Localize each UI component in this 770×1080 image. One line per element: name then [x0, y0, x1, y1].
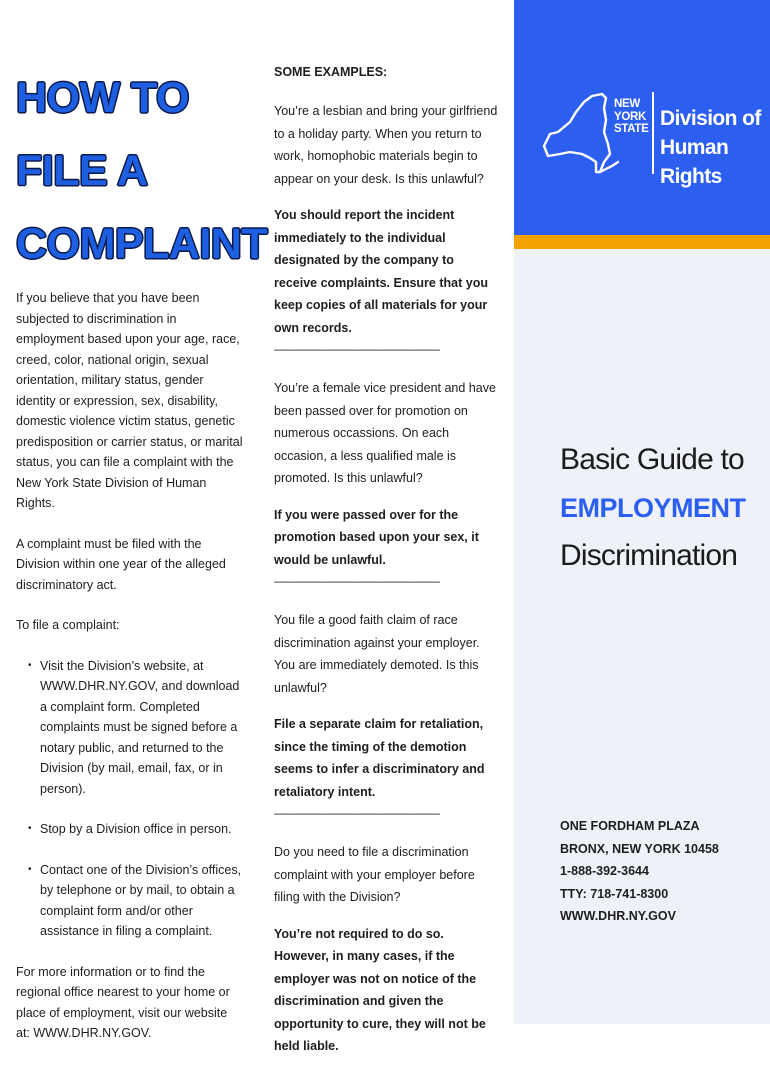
agency-logo	[540, 92, 764, 188]
example-question: You’re a female vice president and have been passed over for promotion on numerous occassions. On each occasion, a less qualified male is promoted. Is this unlawful?	[274, 381, 496, 485]
intro-paragraph: If you believe that you have been subjected to discrimination in employment based upon your age, race, creed, color, national origin, sexual orientation, military status, gender identity or expression, sex, disability, domestic violence victim status, genetic predisposition or carrier status, or marital status, you can file a complaint with the New York State Division of Human Rights.	[16, 291, 243, 510]
how-to-list	[16, 656, 244, 942]
cover-panel	[514, 0, 770, 1024]
how-to-item: • Contact one of the Division’s offices, by telephone or by mail, to obtain a complaint form and/or other assistance in filing a complaint.	[40, 860, 244, 942]
example-question: You’re a lesbian and bring your girlfriend to a holiday party. When you return to work, homophobic materials begin to appear on your desk. Is this unlawful?	[274, 104, 498, 186]
example-answer: If you were passed over for the promotion based upon your sex, it would be unlawful.	[274, 507, 479, 567]
example-question: Do you need to file a discrimination complaint with your employer before filing with the Division?	[274, 845, 475, 904]
logo-divider	[652, 92, 654, 174]
example-item	[274, 609, 500, 819]
contact-address-line: ONE FORDHAM PLAZA	[560, 819, 700, 833]
contact-address-line: BRONX, NEW YORK 10458	[560, 841, 719, 856]
state-wordmark	[614, 98, 649, 136]
examples-heading: SOME EXAMPLES:	[274, 65, 388, 79]
how-to-item: • Visit the Division’s website, at WWW.DHR.NY.GOV, and download a complaint form. Completed complaints must be signed before a notary public, and returned to the Division (by mail, email, fax, or in person).	[40, 656, 244, 800]
guide-line-1: Basic Guide to	[560, 443, 744, 476]
state-line: STATE	[614, 123, 649, 135]
example-answer: File a separate claim for retaliation, since the timing of the demotion seems to infer a discriminatory and retaliatory intent.	[274, 717, 485, 799]
divider: ———————————————	[274, 574, 439, 588]
example-item	[274, 377, 500, 587]
guide-line-3: Discrimination	[560, 539, 738, 572]
divider: ———————————————	[274, 806, 439, 820]
title-line-2: FILE A	[16, 147, 148, 195]
new-york-state-outline-icon	[540, 92, 620, 178]
title-line-3: COMPLAINT	[16, 220, 268, 268]
contact-block	[560, 815, 760, 928]
how-to-label: To file a complaint:	[16, 618, 120, 632]
agency-line: Human Rights	[660, 136, 729, 188]
contact-phone: 1-888-392-3644	[560, 864, 649, 878]
example-answer: You’re not required to do so. However, in many cases, if the employer was not on notice of the discrimination and given the opportunity to cure, they will not be held liable.	[274, 926, 486, 1053]
accent-stripe	[514, 235, 770, 249]
example-item	[274, 841, 500, 1058]
agency-line: Division of	[660, 107, 761, 130]
divider: ———————————————	[274, 342, 439, 356]
state-line: NEW	[614, 98, 640, 110]
title-line-1: HOW TO	[16, 74, 189, 122]
header-band	[514, 0, 770, 235]
examples-panel	[274, 62, 500, 1080]
deadline-paragraph: A complaint must be filed with the Division within one year of the alleged discriminatory act.	[16, 536, 226, 592]
state-line: YORK	[614, 110, 647, 123]
example-question: You file a good faith claim of race discrimination against your employer. You are immediately demoted. Is this unlawful?	[274, 613, 480, 695]
how-to-item: • Stop by a Division office in person.	[40, 819, 244, 840]
agency-wordmark	[660, 104, 764, 191]
example-item	[274, 100, 500, 355]
guide-title	[560, 436, 760, 580]
contact-website: WWW.DHR.NY.GOV	[560, 909, 676, 923]
guide-line-2: EMPLOYMENT	[560, 493, 746, 523]
contact-tty: TTY: 718-741-8300	[560, 886, 669, 901]
title-block	[16, 62, 268, 272]
left-panel	[16, 62, 268, 1044]
more-info-paragraph: For more information or to find the regional office nearest to your home or place of employment, visit our website at: WWW.DHR.NY.GOV.	[16, 964, 230, 1040]
example-answer: You should report the incident immediately to the individual designated by the company to receive complaints. Ensure that you keep copies of all materials for your own records.	[274, 208, 488, 335]
